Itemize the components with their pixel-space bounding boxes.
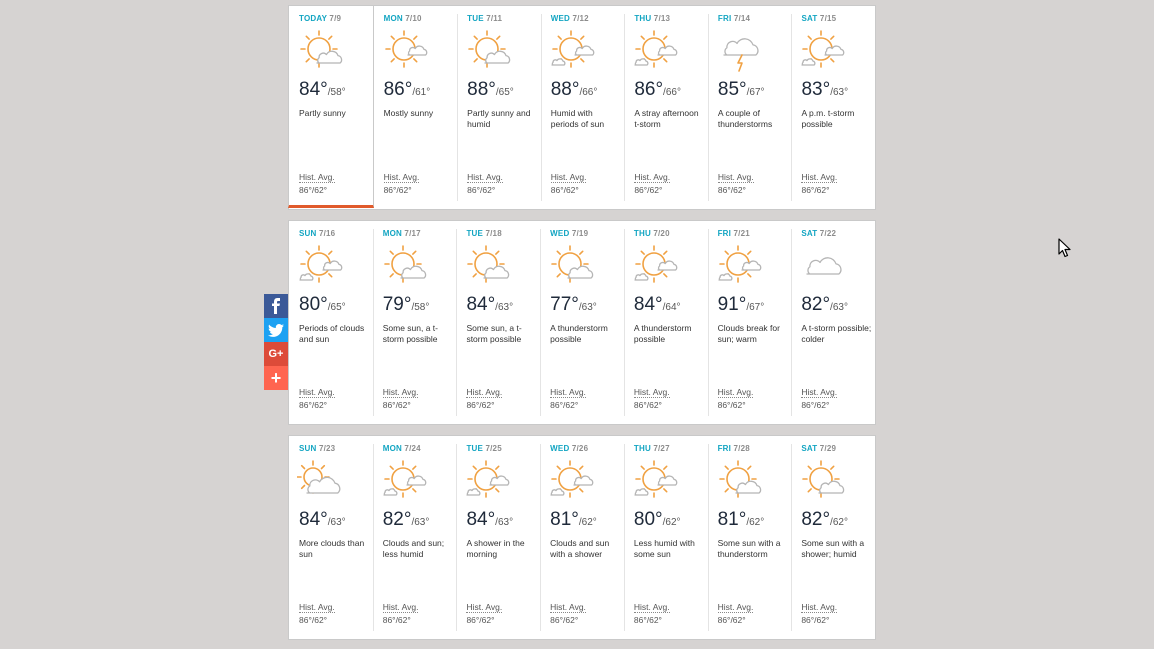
historical-average	[634, 171, 670, 197]
low-temp: /58°	[327, 87, 346, 98]
hist-avg-label[interactable]: Hist. Avg.	[550, 172, 587, 182]
hist-avg-value: 86°/62°	[801, 400, 830, 410]
day-of-week: SAT	[801, 444, 818, 453]
hist-avg-value: 86°/62°	[801, 615, 830, 625]
hist-avg-label[interactable]: Hist. Avg.	[383, 172, 420, 182]
high-temp: 82°	[801, 294, 831, 315]
day-date: 7/22	[819, 229, 837, 238]
hist-avg-value: 86°/62°	[467, 185, 496, 195]
low-temp: /63°	[830, 87, 849, 98]
weather-sun-two-clouds-icon	[551, 29, 625, 73]
temperatures	[550, 509, 624, 531]
hist-avg-label[interactable]: Hist. Avg.	[634, 172, 671, 182]
hist-avg-value: 86°/62°	[299, 185, 328, 195]
low-temp: /58°	[411, 302, 430, 313]
temperatures	[634, 79, 708, 101]
hist-avg-value: 86°/62°	[717, 400, 746, 410]
hist-avg-value: 86°/62°	[299, 615, 328, 625]
forecast-day-card[interactable]	[540, 436, 624, 639]
high-temp: 82°	[801, 509, 831, 530]
share-more-icon[interactable]: +	[264, 366, 288, 390]
day-date: 7/12	[572, 14, 589, 23]
low-temp: /67°	[746, 302, 765, 313]
forecast-day-card[interactable]	[708, 6, 792, 209]
high-temp: 84°	[299, 79, 328, 100]
day-of-week: TUE	[466, 444, 484, 453]
temperatures	[634, 509, 708, 531]
day-heading	[718, 444, 792, 453]
high-temp: 80°	[299, 294, 328, 315]
condition-text: Partly sunny	[299, 108, 346, 118]
temperatures	[551, 79, 625, 101]
hist-avg-label[interactable]: Hist. Avg.	[717, 172, 754, 182]
day-of-week: TUE	[466, 229, 484, 238]
high-temp: 80°	[633, 509, 663, 530]
historical-average	[466, 601, 502, 627]
forecast-week-row	[288, 5, 876, 210]
twitter-icon[interactable]	[264, 318, 288, 342]
temperatures	[718, 79, 792, 101]
historical-average	[384, 171, 420, 197]
condition-text: Periods of clouds and sun	[299, 323, 365, 344]
forecast-day-card[interactable]	[289, 436, 373, 639]
low-temp: /62°	[662, 517, 681, 528]
condition-text: Some sun with a shower; humid	[801, 538, 865, 559]
weather-sun-two-clouds-icon	[634, 29, 708, 73]
historical-average	[550, 386, 586, 412]
day-date: 7/17	[404, 229, 421, 238]
historical-average	[467, 171, 503, 197]
weather-sun-two-clouds-icon	[466, 459, 540, 503]
hist-avg-value: 86°/62°	[550, 615, 579, 625]
historical-average	[718, 171, 754, 197]
day-of-week: TODAY	[299, 14, 327, 23]
condition-text: Humid with periods of sun	[550, 108, 605, 129]
day-heading	[634, 444, 708, 453]
day-date: 7/19	[571, 229, 589, 238]
forecast-week-row	[288, 435, 876, 640]
day-of-week: MON	[382, 444, 402, 453]
weather-sun-two-clouds-icon	[383, 459, 457, 503]
temperatures	[801, 79, 875, 101]
condition-text: More clouds than sun	[299, 538, 365, 559]
hist-avg-value: 86°/62°	[717, 185, 746, 195]
condition-text: Some sun, a t-storm possible	[466, 323, 522, 344]
day-heading	[299, 14, 373, 23]
historical-average	[299, 171, 335, 197]
temperatures	[801, 509, 875, 531]
day-date: 7/29	[819, 444, 837, 453]
day-date: 7/27	[653, 444, 670, 453]
day-heading	[383, 229, 457, 238]
low-temp: /66°	[663, 87, 681, 98]
hist-avg-label[interactable]: Hist. Avg.	[467, 172, 503, 182]
forecast-day-card[interactable]	[373, 436, 457, 639]
low-temp: /61°	[412, 87, 431, 98]
day-heading	[466, 444, 540, 453]
day-of-week: SUN	[299, 444, 317, 453]
hist-avg-value: 86°/62°	[550, 400, 579, 410]
day-of-week: THU	[633, 444, 651, 453]
high-temp: 84°	[299, 509, 328, 530]
historical-average	[801, 386, 837, 412]
weather-sun-small-cloud-icon	[384, 29, 458, 73]
low-temp: /63°	[495, 302, 514, 313]
forecast-day-card[interactable]	[288, 5, 374, 208]
forecast-day-card[interactable]	[624, 436, 708, 639]
day-date: 7/11	[486, 14, 503, 23]
hist-avg-value: 86°/62°	[383, 185, 412, 195]
day-date: 7/20	[653, 229, 670, 238]
forecast-day-card[interactable]	[373, 221, 457, 424]
temperatures	[299, 79, 373, 101]
day-heading	[383, 444, 457, 453]
condition-text: A thunderstorm possible	[633, 323, 692, 344]
forecast-day-card[interactable]	[708, 436, 792, 639]
high-temp: 86°	[634, 79, 664, 100]
historical-average	[718, 601, 754, 627]
condition-text: A couple of thunderstorms	[717, 108, 773, 129]
condition-text: Less humid with some sun	[633, 538, 695, 559]
high-temp: 88°	[467, 79, 496, 100]
historical-average	[383, 386, 419, 412]
weather-sun-cloud-icon	[718, 459, 792, 503]
historical-average	[466, 386, 502, 412]
day-of-week: WED	[550, 444, 570, 453]
forecast-day-card[interactable]	[289, 221, 373, 424]
hist-avg-label[interactable]: Hist. Avg.	[382, 387, 419, 397]
day-date: 7/9	[329, 14, 342, 23]
high-temp: 79°	[382, 294, 412, 315]
high-temp: 84°	[466, 509, 496, 530]
temperatures	[466, 294, 540, 316]
forecast-day-card[interactable]	[540, 221, 624, 424]
high-temp: 81°	[717, 509, 747, 530]
hist-avg-label[interactable]: Hist. Avg.	[466, 602, 503, 612]
weather-sun-cloud-icon	[550, 244, 624, 288]
high-temp: 84°	[633, 294, 663, 315]
weather-sun-two-clouds-icon	[550, 459, 624, 503]
day-date: 7/21	[733, 229, 750, 238]
day-heading	[718, 14, 792, 23]
high-temp: 85°	[717, 79, 747, 100]
day-date: 7/24	[404, 444, 421, 453]
high-temp: 81°	[550, 509, 579, 530]
historical-average	[383, 601, 419, 627]
day-heading	[550, 444, 624, 453]
condition-text: A shower in the morning	[466, 538, 525, 559]
day-date: 7/15	[819, 14, 837, 23]
day-date: 7/28	[733, 444, 750, 453]
low-temp: /67°	[746, 87, 765, 98]
day-of-week: FRI	[717, 229, 732, 238]
day-date: 7/14	[733, 14, 751, 23]
facebook-icon[interactable]	[264, 294, 288, 318]
temperatures	[801, 294, 875, 316]
low-temp: /63°	[411, 517, 430, 528]
hist-avg-label[interactable]: Hist. Avg.	[633, 602, 670, 612]
day-date: 7/25	[485, 444, 502, 453]
day-date: 7/13	[653, 14, 671, 23]
historical-average	[801, 601, 837, 627]
hist-avg-value: 86°/62°	[382, 615, 411, 625]
forecast-day-card[interactable]	[791, 436, 875, 639]
forecast-day-card[interactable]	[457, 6, 541, 209]
temperatures	[383, 294, 457, 316]
low-temp: /63°	[327, 517, 346, 528]
forecast-day-card[interactable]	[791, 6, 875, 209]
hist-avg-value: 86°/62°	[717, 615, 746, 625]
historical-average	[718, 386, 754, 412]
day-heading	[299, 444, 373, 453]
low-temp: /66°	[579, 87, 598, 98]
hist-avg-label[interactable]: Hist. Avg.	[382, 602, 419, 612]
low-temp: /63°	[830, 302, 848, 313]
condition-text: Clouds and sun with a shower	[550, 538, 610, 559]
day-of-week: SAT	[801, 229, 818, 238]
day-of-week: FRI	[717, 14, 732, 23]
hist-avg-value: 86°/62°	[466, 615, 495, 625]
day-of-week: FRI	[717, 444, 732, 453]
low-temp: /62°	[578, 517, 597, 528]
low-temp: /63°	[495, 517, 514, 528]
hist-avg-label[interactable]: Hist. Avg.	[299, 602, 335, 612]
day-heading	[551, 14, 625, 23]
google-plus-icon[interactable]: G+	[264, 342, 288, 366]
weather-sun-cloud-icon	[467, 29, 541, 73]
condition-text: A p.m. t-storm possible	[801, 108, 855, 129]
temperatures	[299, 294, 373, 316]
weather-sun-cloud-icon	[801, 459, 875, 503]
weather-sun-two-clouds-icon	[634, 459, 708, 503]
condition-text: Some sun with a thunderstorm	[717, 538, 781, 559]
temperatures	[384, 79, 458, 101]
condition-text: Clouds break for sun; warm	[717, 323, 780, 344]
low-temp: /65°	[327, 302, 346, 313]
day-of-week: SUN	[299, 229, 317, 238]
forecast-day-card[interactable]	[456, 221, 540, 424]
high-temp: 91°	[717, 294, 747, 315]
day-date: 7/18	[485, 229, 502, 238]
day-heading	[299, 229, 373, 238]
weather-thunderstorm-icon	[718, 29, 792, 73]
condition-text: Partly sunny and humid	[467, 108, 531, 129]
hist-avg-label[interactable]: Hist. Avg.	[550, 602, 586, 612]
day-of-week: THU	[633, 229, 651, 238]
temperatures	[718, 509, 792, 531]
historical-average	[299, 601, 335, 627]
high-temp: 84°	[466, 294, 496, 315]
forecast-day-card[interactable]	[624, 6, 708, 209]
historical-average	[634, 386, 670, 412]
forecast-day-card[interactable]	[624, 221, 708, 424]
hist-avg-label[interactable]: Hist. Avg.	[801, 602, 838, 612]
hist-avg-label[interactable]: Hist. Avg.	[633, 387, 670, 397]
historical-average	[634, 601, 670, 627]
hist-avg-value: 86°/62°	[801, 185, 830, 195]
low-temp: /63°	[578, 302, 597, 313]
low-temp: /62°	[746, 517, 765, 528]
day-heading	[634, 14, 708, 23]
hist-avg-label[interactable]: Hist. Avg.	[801, 172, 838, 182]
condition-text: A t-storm possible; colder	[801, 323, 872, 344]
forecast-day-card[interactable]	[374, 6, 458, 209]
day-of-week: TUE	[467, 14, 484, 23]
temperatures	[718, 294, 792, 316]
day-heading	[801, 229, 875, 238]
high-temp: 86°	[383, 79, 413, 100]
day-heading	[801, 14, 875, 23]
day-heading	[718, 229, 792, 238]
hist-avg-label[interactable]: Hist. Avg.	[299, 387, 335, 397]
weather-sun-cloud-icon	[299, 29, 373, 73]
temperatures	[299, 509, 373, 531]
day-heading	[467, 14, 541, 23]
historical-average	[299, 386, 335, 412]
day-heading	[801, 444, 875, 453]
hist-avg-value: 86°/62°	[634, 185, 663, 195]
weather-sun-cloud-icon	[383, 244, 457, 288]
day-of-week: MON	[383, 14, 403, 23]
condition-text: Mostly sunny	[383, 108, 434, 118]
mouse-cursor-icon	[1058, 238, 1072, 258]
temperatures	[550, 294, 624, 316]
forecast-day-card[interactable]	[708, 221, 792, 424]
low-temp: /65°	[495, 87, 514, 98]
forecast-week-row	[288, 220, 876, 425]
low-temp: /62°	[830, 517, 848, 528]
weather-cloud-sun-icon	[299, 459, 373, 503]
day-of-week: WED	[550, 14, 570, 23]
weather-sun-two-clouds-icon	[634, 244, 708, 288]
hist-avg-value: 86°/62°	[633, 615, 662, 625]
weather-sun-two-clouds-icon	[801, 29, 875, 73]
temperatures	[467, 79, 541, 101]
low-temp: /64°	[662, 302, 681, 313]
weather-sun-cloud-icon	[466, 244, 540, 288]
weather-sun-two-clouds-icon	[299, 244, 373, 288]
weather-cloud-icon	[801, 244, 875, 288]
temperatures	[466, 509, 540, 531]
day-of-week: MON	[382, 229, 402, 238]
high-temp: 77°	[550, 294, 579, 315]
day-of-week: WED	[550, 229, 570, 238]
historical-average	[550, 601, 586, 627]
hist-avg-label[interactable]: Hist. Avg.	[466, 387, 503, 397]
day-date: 7/26	[571, 444, 589, 453]
weather-sun-two-clouds-icon	[718, 244, 792, 288]
condition-text: A stray afternoon t-storm	[634, 108, 699, 129]
hist-avg-value: 86°/62°	[299, 400, 328, 410]
hist-avg-label[interactable]: Hist. Avg.	[717, 387, 754, 397]
hist-avg-value: 86°/62°	[633, 400, 662, 410]
hist-avg-label[interactable]: Hist. Avg.	[550, 387, 586, 397]
hist-avg-label[interactable]: Hist. Avg.	[801, 387, 838, 397]
hist-avg-label[interactable]: Hist. Avg.	[299, 172, 335, 182]
historical-average	[801, 171, 837, 197]
high-temp: 83°	[801, 79, 831, 100]
day-of-week: SAT	[801, 14, 818, 23]
hist-avg-value: 86°/62°	[382, 400, 411, 410]
day-heading	[384, 14, 458, 23]
temperatures	[383, 509, 457, 531]
hist-avg-value: 86°/62°	[466, 400, 495, 410]
day-heading	[466, 229, 540, 238]
hist-avg-label[interactable]: Hist. Avg.	[717, 602, 754, 612]
high-temp: 88°	[550, 79, 580, 100]
forecast-day-card[interactable]	[541, 6, 625, 209]
temperatures	[634, 294, 708, 316]
day-date: 7/10	[405, 14, 422, 23]
condition-text: A thunderstorm possible	[550, 323, 608, 344]
high-temp: 82°	[382, 509, 412, 530]
condition-text: Clouds and sun; less humid	[382, 538, 445, 559]
forecast-day-card[interactable]	[456, 436, 540, 639]
condition-text: Some sun, a t-storm possible	[382, 323, 438, 344]
forecast-day-card[interactable]	[791, 221, 875, 424]
historical-average	[551, 171, 587, 197]
hist-avg-value: 86°/62°	[550, 185, 579, 195]
day-heading	[550, 229, 624, 238]
day-date: 7/23	[318, 444, 336, 453]
day-heading	[634, 229, 708, 238]
social-share-bar	[264, 294, 288, 390]
day-date: 7/16	[318, 229, 336, 238]
day-of-week: THU	[634, 14, 652, 23]
